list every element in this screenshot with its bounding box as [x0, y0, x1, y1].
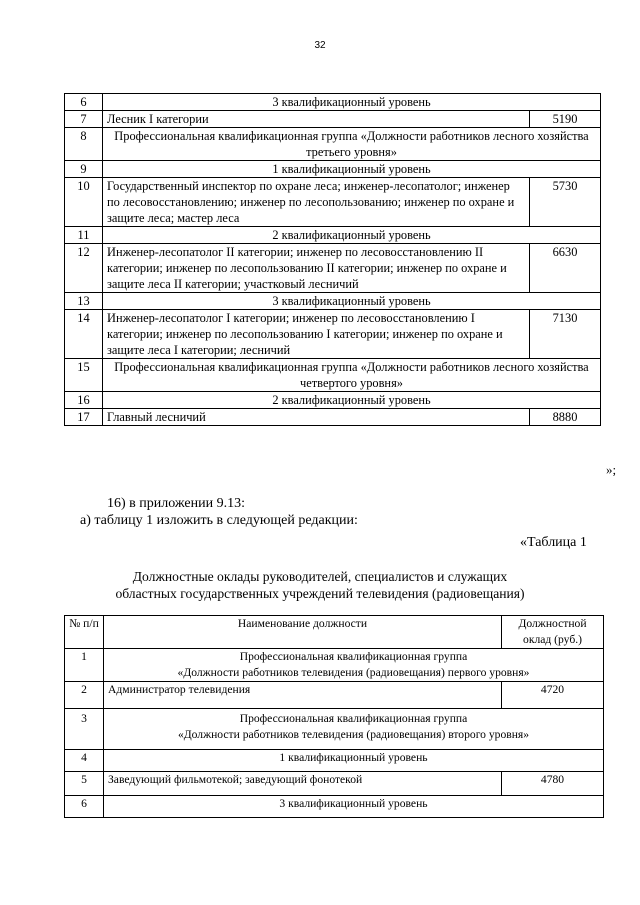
table-header-row	[65, 616, 604, 649]
row-title: 3 квалификационный уровень	[104, 796, 604, 818]
table-row	[65, 111, 601, 128]
table-row	[65, 244, 601, 293]
salary-table-forestry	[64, 93, 601, 426]
table-row	[65, 178, 601, 227]
row-title: 3 квалификационный уровень	[103, 94, 601, 111]
row-title	[104, 709, 604, 750]
table-row	[65, 128, 601, 161]
row-number: 17	[65, 409, 103, 426]
table-row	[65, 227, 601, 244]
position-name: Государственный инспектор по охране леса; инженер-лесопатолог; инженер по лесовосстановлению; инженер по лесопользованию; инженер по охране и защите леса; мастер леса	[103, 178, 530, 227]
row-title: 3 квалификационный уровень	[103, 293, 601, 310]
row-number: 5	[65, 772, 104, 796]
row-title: Профессиональная квалификационная группа «Должности работников лесного хозяйства четвертого уровня»	[103, 359, 601, 392]
row-number: 13	[65, 293, 103, 310]
row-title-line1: Профессиональная квалификационная группа	[239, 712, 468, 725]
row-title: 1 квалификационный уровень	[103, 161, 601, 178]
row-number: 3	[65, 709, 104, 750]
position-name: Заведующий фильмотекой; заведующий фонотекой	[104, 772, 502, 796]
header-number: № п/п	[65, 616, 104, 649]
row-number: 1	[65, 649, 104, 682]
row-title: 2 квалификационный уровень	[103, 227, 601, 244]
row-number: 7	[65, 111, 103, 128]
row-number: 6	[65, 796, 104, 818]
table-row	[65, 709, 604, 750]
row-number: 4	[65, 750, 104, 772]
position-name: Администратор телевидения	[104, 682, 502, 709]
row-number: 10	[65, 178, 103, 227]
salary-value: 8880	[530, 409, 601, 426]
table-label: «Таблица 1	[520, 535, 587, 550]
row-number: 12	[65, 244, 103, 293]
table-heading-line2: областных государственных учреждений телевидения (радиовещания)	[115, 586, 525, 601]
table-row	[65, 409, 601, 426]
position-name: Главный лесничий	[103, 409, 530, 426]
row-number: 6	[65, 94, 103, 111]
row-number: 16	[65, 392, 103, 409]
table-row	[65, 772, 604, 796]
table-row	[65, 359, 601, 392]
row-number: 14	[65, 310, 103, 359]
row-title: 2 квалификационный уровень	[103, 392, 601, 409]
salary-value: 4720	[502, 682, 604, 709]
page-number: 32	[314, 40, 326, 51]
table-row	[65, 750, 604, 772]
position-name: Инженер-лесопатолог I категории; инженер по лесовосстановлению I категории; инженер по лесопользованию I категории; инженер по охране и защите леса I категории; лесничий	[103, 310, 530, 359]
table-row	[65, 94, 601, 111]
closing-quote: »;	[606, 462, 617, 477]
row-title: 1 квалификационный уровень	[104, 750, 604, 772]
row-number: 8	[65, 128, 103, 161]
row-title-line2: «Должности работников телевидения (радиовещания) второго уровня»	[177, 728, 530, 741]
position-name: Инженер-лесопатолог II категории; инженер по лесовосстановлению II категории; инженер по лесопользованию II категории; инженер по охране и защите леса II категории; участковый лесничий	[103, 244, 530, 293]
table-row	[65, 161, 601, 178]
header-salary: Должностной оклад (руб.)	[502, 616, 604, 649]
paragraph-instruction: а) таблицу 1 изложить в следующей редакции:	[80, 513, 358, 528]
paragraph-appendix: 16) в приложении 9.13:	[107, 496, 245, 511]
table-heading-line1: Должностные оклады руководителей, специалистов и служащих	[132, 569, 508, 584]
table-row	[65, 310, 601, 359]
table-row	[65, 682, 604, 709]
row-number: 2	[65, 682, 104, 709]
table-row	[65, 796, 604, 818]
position-name: Лесник I категории	[103, 111, 530, 128]
row-number: 15	[65, 359, 103, 392]
salary-value: 5730	[530, 178, 601, 227]
row-title-line1: Профессиональная квалификационная группа	[239, 650, 468, 663]
salary-value: 6630	[530, 244, 601, 293]
row-title-line2: «Должности работников телевидения (радиовещания) первого уровня»	[177, 666, 530, 679]
salary-value: 7130	[530, 310, 601, 359]
salary-value: 5190	[530, 111, 601, 128]
table-row	[65, 293, 601, 310]
row-title: Профессиональная квалификационная группа «Должности работников лесного хозяйства третьего уровня»	[103, 128, 601, 161]
table-row	[65, 392, 601, 409]
table-row	[65, 649, 604, 682]
header-position: Наименование должности	[104, 616, 502, 649]
row-number: 9	[65, 161, 103, 178]
row-title	[104, 649, 604, 682]
row-number: 11	[65, 227, 103, 244]
salary-value: 4780	[502, 772, 604, 796]
salary-table-television	[64, 615, 604, 818]
